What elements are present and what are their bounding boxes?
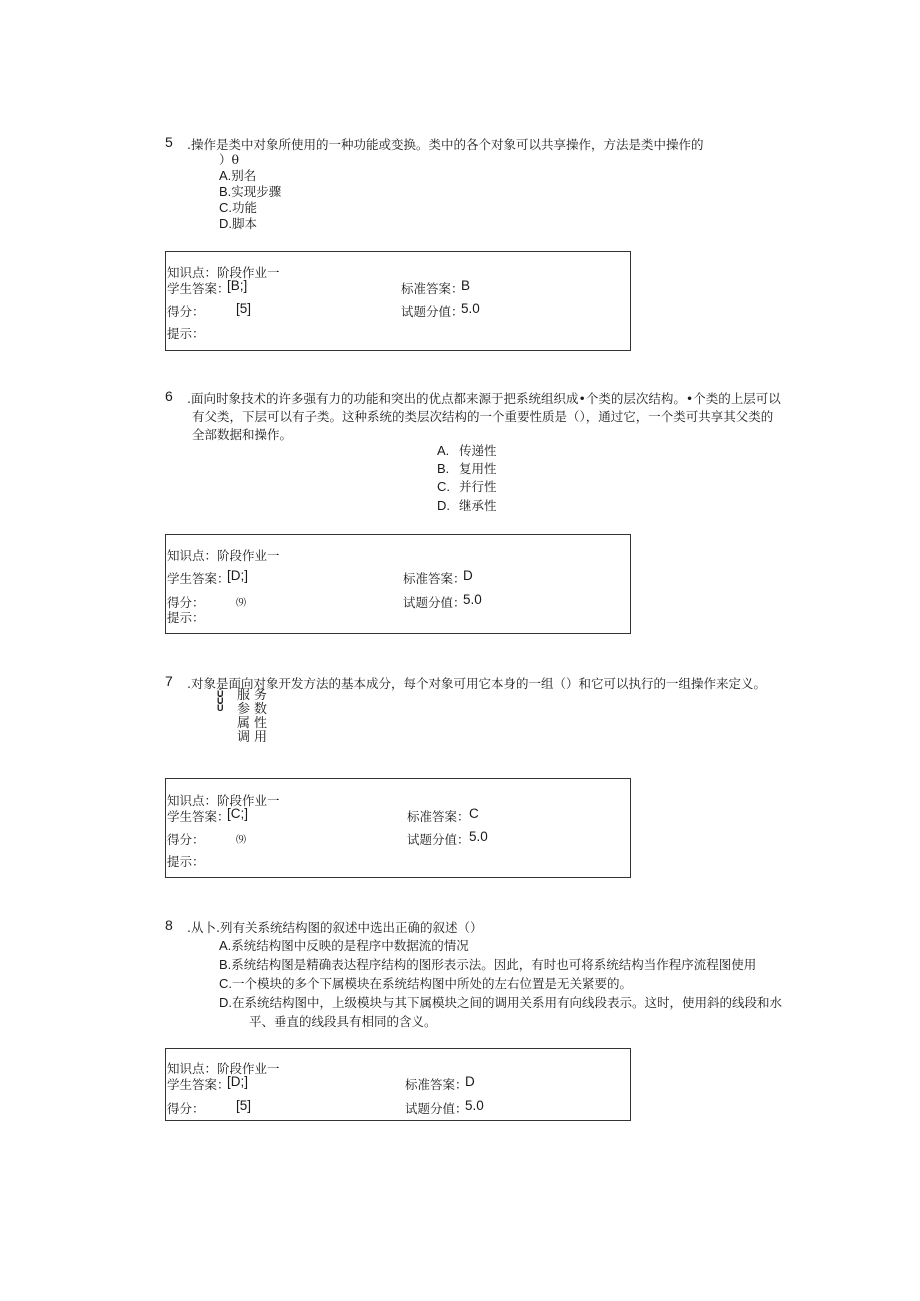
option-letter: B. [437, 461, 450, 476]
result-box [165, 778, 631, 878]
option-letter: D. [219, 216, 232, 231]
option-c[interactable] [437, 477, 497, 495]
result-box [165, 534, 631, 634]
option-letter: A. [219, 168, 232, 183]
option-text: 属性 [237, 716, 272, 731]
question-text: ）θ [219, 152, 240, 167]
option-text: 传递性 [459, 443, 497, 458]
standard-answer-label: 标准答案： [405, 1077, 468, 1092]
option-text: 服务 [237, 688, 272, 703]
knowledge-point: 知识点：阶段作业一 [167, 1061, 280, 1076]
option-d[interactable] [219, 214, 257, 232]
option-text: 系统结构图是精确表达程序结构的图形表示法。因此，有时也可将系统结构当作程序流程图使用 [231, 957, 757, 972]
points-value: 5.0 [463, 592, 482, 607]
standard-answer-label: 标准答案： [403, 571, 466, 586]
option-text: 别名 [231, 168, 257, 183]
standard-answer-value: D [463, 568, 473, 583]
question-text: .对象是面向对象开发方法的基本成分，每个对象可用它本身的一组（）和它可以执行的一组操作来定义。 [187, 676, 766, 691]
option-b[interactable] [437, 459, 497, 477]
standard-answer-value: B [461, 278, 471, 293]
student-answer-value: [B;] [227, 278, 248, 293]
option-a[interactable] [437, 441, 497, 459]
option-a[interactable] [219, 936, 469, 954]
points-label: 试题分值： [407, 832, 470, 847]
points-label: 试题分值： [403, 595, 466, 610]
question-number: 5 [165, 134, 173, 150]
option-marks: Ů Ů Ů [217, 689, 224, 713]
score-label: 得分： [167, 1101, 205, 1116]
option-text: 并行性 [459, 479, 497, 494]
knowledge-point: 知识点：阶段作业一 [167, 548, 280, 563]
points-label: 试题分值： [405, 1101, 468, 1116]
option-letter: B. [219, 184, 232, 199]
hint-label: 提示： [167, 854, 205, 869]
option-text: 实现步骤 [231, 184, 282, 199]
question-text: .面向时象技术的许多强有力的功能和突出的优点都来源于把系统组织成•个类的层次结构。•个类的上层可以 [187, 391, 781, 406]
student-answer-label: 学生答案： [167, 571, 230, 586]
question-text: 全部数据和操作。 [192, 427, 293, 442]
knowledge-point: 知识点：阶段作业一 [167, 265, 280, 280]
option-text: 继承性 [459, 498, 497, 513]
question-text: .从卜.列有关系统结构图的叙述中选出正确的叙述（） [187, 920, 483, 935]
result-box [165, 1048, 631, 1121]
option-letter: D. [437, 498, 450, 513]
option-letter: C. [219, 976, 232, 991]
option-letter: A. [437, 443, 450, 458]
points-value: 5.0 [465, 1098, 484, 1113]
result-box [165, 251, 631, 351]
standard-answer-value: C [469, 806, 479, 821]
question-number: 6 [165, 388, 173, 404]
option-d-continued: 平、垂直的线段具有相同的含义。 [249, 1014, 437, 1029]
question-number: 8 [165, 917, 173, 933]
score-value: [5] [236, 1098, 252, 1113]
question-text: 有父类，下层可以有子类。这种系统的类层次结构的一个重要性质是（），通过它，一个类可共享其父类的 [192, 409, 774, 424]
student-answer-label: 学生答案： [167, 1077, 230, 1092]
option-text: 复用性 [459, 461, 497, 476]
option-letter: C. [219, 200, 232, 215]
hint-label: 提示： [167, 610, 205, 625]
hint-label: 提示： [167, 326, 205, 341]
points-value: 5.0 [461, 301, 480, 316]
option-b[interactable] [237, 703, 271, 717]
option-text: 在系统结构图中，上级模块与其下属模块之间的调用关系用有向线段表示。这时，使用斜的线段和水 [232, 995, 783, 1010]
question-number: 7 [165, 673, 173, 689]
option-text: 调用 [237, 730, 272, 745]
option-text: 系统结构图中反映的是程序中数据流的情况 [231, 938, 469, 953]
score-label: 得分： [167, 304, 205, 319]
option-letter: A. [219, 938, 232, 953]
option-letter: B. [219, 957, 232, 972]
score-label: 得分： [167, 832, 205, 847]
option-c[interactable] [219, 974, 632, 992]
option-text: 脚本 [232, 216, 258, 231]
option-text: 功能 [232, 200, 258, 215]
option-letter: C. [437, 479, 450, 494]
option-b[interactable] [219, 955, 756, 973]
score-label: 得分： [167, 595, 205, 610]
student-answer-label: 学生答案： [167, 809, 230, 824]
option-text: 参数 [237, 702, 272, 717]
standard-answer-label: 标准答案： [407, 809, 470, 824]
option-text: 一个模块的多个下属模块在系统结构图中所处的左右位置是无关紧要的。 [232, 976, 633, 991]
standard-answer-label: 标准答案： [401, 281, 464, 296]
score-value: ⑼ [236, 598, 246, 609]
points-value: 5.0 [469, 829, 488, 844]
score-value: [5] [236, 301, 252, 316]
option-d[interactable] [237, 731, 271, 745]
option-a[interactable] [237, 689, 271, 703]
points-label: 试题分值： [401, 304, 464, 319]
score-value: ⑼ [236, 835, 246, 846]
student-answer-value: [D;] [227, 1074, 249, 1089]
student-answer-value: [C;] [227, 806, 249, 821]
option-letter: D. [219, 995, 232, 1010]
question-text: .操作是类中对象所使用的一种功能或变换。类中的各个对象可以共享操作，方法是类中操作的 [187, 137, 704, 152]
student-answer-label: 学生答案： [167, 281, 230, 296]
student-answer-value: [D;] [227, 568, 249, 583]
option-d[interactable] [219, 993, 782, 1011]
knowledge-point: 知识点：阶段作业一 [167, 793, 280, 808]
standard-answer-value: D [465, 1074, 475, 1089]
option-c[interactable] [237, 717, 271, 731]
option-d[interactable] [437, 496, 497, 514]
